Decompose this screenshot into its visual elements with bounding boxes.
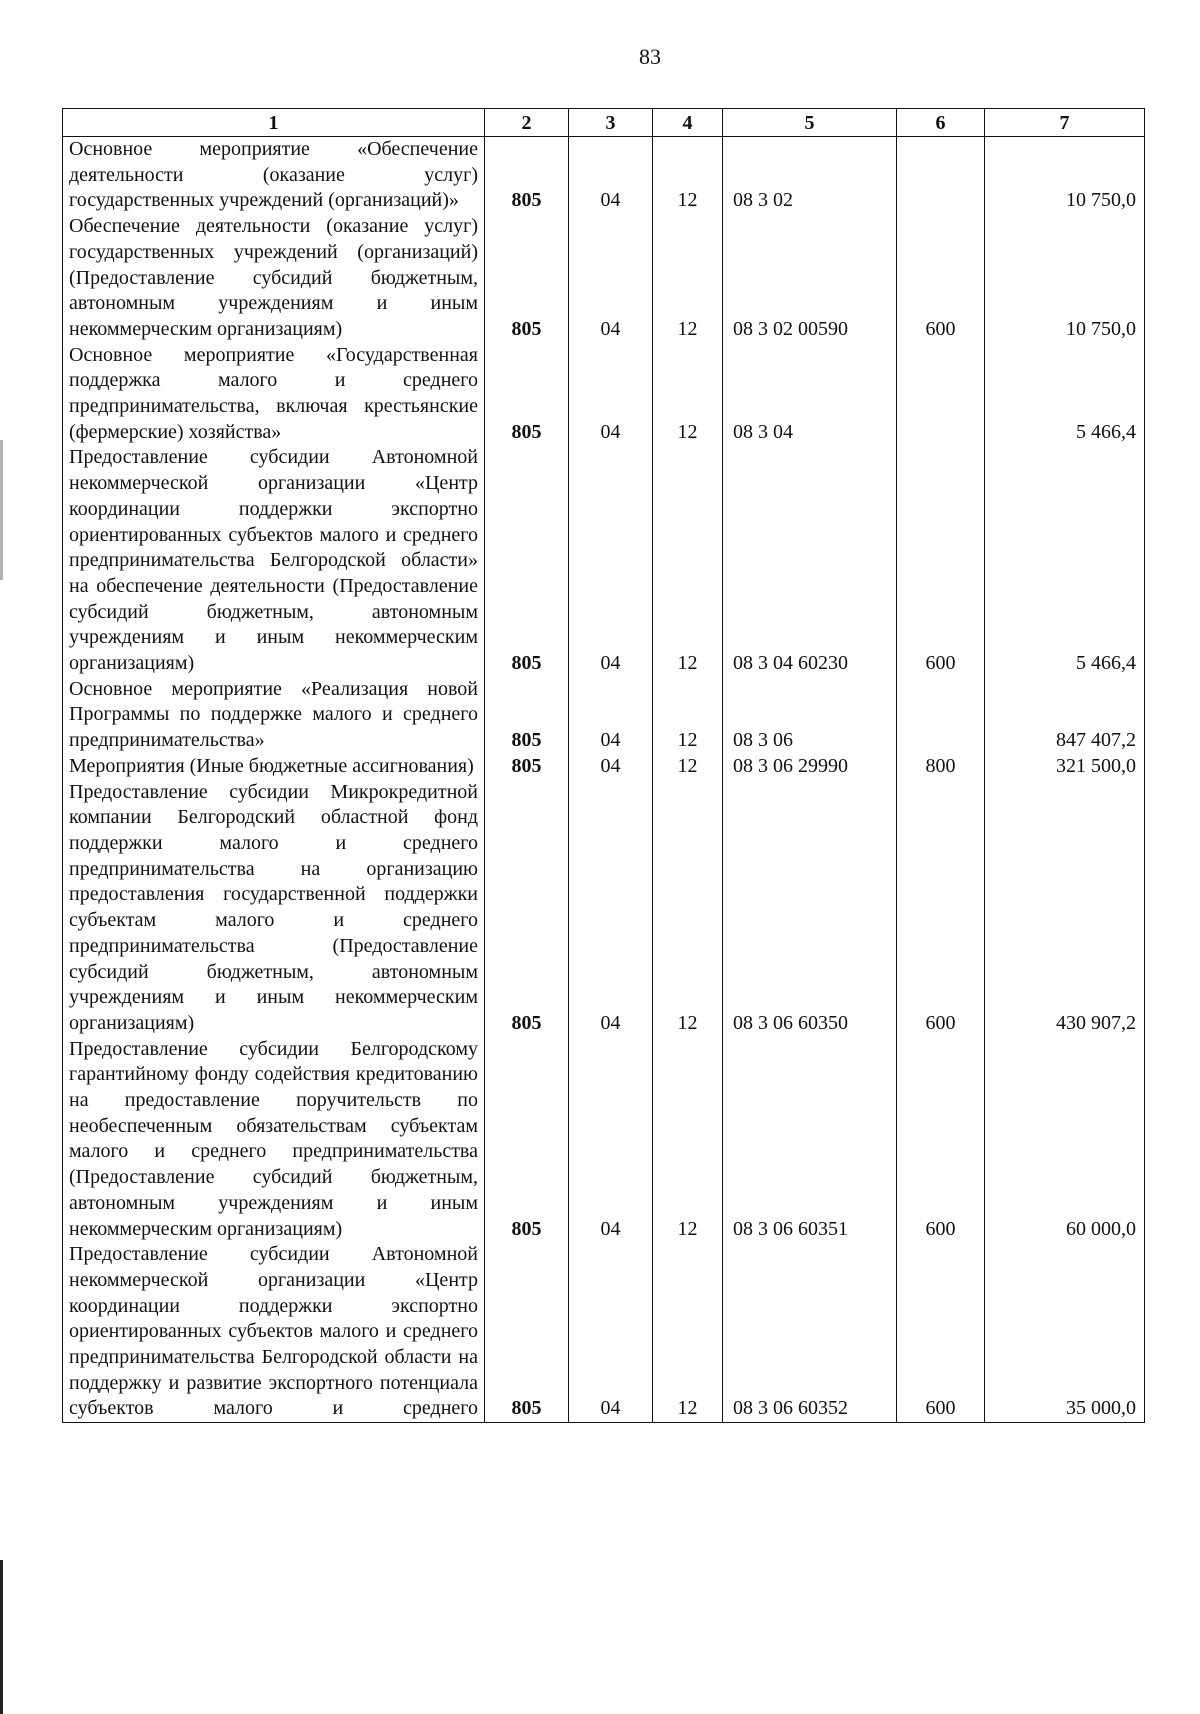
row-col-4: 12 — [653, 137, 723, 215]
row-col-6 — [897, 137, 985, 215]
row-col-6 — [897, 343, 985, 446]
row-col-3: 04 — [569, 1037, 653, 1243]
row-col-2: 805 — [485, 343, 569, 446]
row-col-7: 35 000,0 — [985, 1242, 1145, 1422]
row-col-4: 12 — [653, 214, 723, 343]
row-description: Основное мероприятие «Реализация новой Программы по поддержке малого и среднего предпринимательства» — [63, 677, 485, 754]
row-description: Предоставление субсидии Белгородскому гарантийному фонду содействия кредитованию на предоставление поручительств по необеспеченным обязательствам субъектам малого и среднего предпринимательства (Предоставление субсидий бюджетным, автономным учреждениям и иным некоммерческим организациям) — [63, 1037, 485, 1243]
row-col-7: 10 750,0 — [985, 137, 1145, 215]
table-body — [63, 137, 1145, 1423]
row-col-6: 600 — [897, 780, 985, 1037]
table-header — [63, 109, 1145, 137]
header-row — [63, 109, 1145, 137]
header-col-6: 6 — [897, 109, 985, 137]
row-col-3: 04 — [569, 754, 653, 780]
table-row — [63, 137, 1145, 215]
row-col-6: 800 — [897, 754, 985, 780]
row-col-7: 5 466,4 — [985, 445, 1145, 676]
table-row — [63, 780, 1145, 1037]
row-col-2: 805 — [485, 677, 569, 754]
row-col-7: 60 000,0 — [985, 1037, 1145, 1243]
table-row — [63, 445, 1145, 676]
row-col-2: 805 — [485, 137, 569, 215]
row-col-7: 10 750,0 — [985, 214, 1145, 343]
row-col-3: 04 — [569, 343, 653, 446]
row-col-4: 12 — [653, 1242, 723, 1422]
row-col-5: 08 3 06 60350 — [723, 780, 897, 1037]
row-col-6: 600 — [897, 445, 985, 676]
budget-table — [62, 108, 1145, 1423]
row-col-6 — [897, 677, 985, 754]
row-col-7: 847 407,2 — [985, 677, 1145, 754]
row-description: Предоставление субсидии Автономной некоммерческой организации «Центр координации поддержки экспортно ориентированных субъектов малого и среднего предпринимательства Белгородской области на поддержку и развитие экспортного потенциала субъектов малого и среднего — [63, 1242, 485, 1422]
header-col-7: 7 — [985, 109, 1145, 137]
table-row — [63, 754, 1145, 780]
row-col-2: 805 — [485, 214, 569, 343]
row-col-2: 805 — [485, 754, 569, 780]
row-col-3: 04 — [569, 677, 653, 754]
table-row — [63, 343, 1145, 446]
scan-edge-mark — [0, 1560, 3, 1714]
row-col-6: 600 — [897, 214, 985, 343]
row-col-7: 430 907,2 — [985, 780, 1145, 1037]
header-col-3: 3 — [569, 109, 653, 137]
header-col-1: 1 — [63, 109, 485, 137]
row-col-7: 321 500,0 — [985, 754, 1145, 780]
scan-edge-mark — [0, 440, 3, 580]
row-col-5: 08 3 04 — [723, 343, 897, 446]
row-col-4: 12 — [653, 677, 723, 754]
row-col-4: 12 — [653, 445, 723, 676]
table-row — [63, 214, 1145, 343]
row-col-5: 08 3 06 60352 — [723, 1242, 897, 1422]
row-col-5: 08 3 06 — [723, 677, 897, 754]
row-col-2: 805 — [485, 1037, 569, 1243]
row-description: Обеспечение деятельности (оказание услуг) государственных учреждений (организаций) (Предоставление субсидий бюджетным, автономным учреждениям и иным некоммерческим организациям) — [63, 214, 485, 343]
table-row — [63, 1242, 1145, 1422]
row-col-6: 600 — [897, 1037, 985, 1243]
row-col-2: 805 — [485, 445, 569, 676]
row-col-3: 04 — [569, 445, 653, 676]
row-col-2: 805 — [485, 780, 569, 1037]
row-col-7: 5 466,4 — [985, 343, 1145, 446]
row-col-2: 805 — [485, 1242, 569, 1422]
row-description: Мероприятия (Иные бюджетные ассигнования) — [63, 754, 485, 780]
row-col-3: 04 — [569, 1242, 653, 1422]
row-col-3: 04 — [569, 137, 653, 215]
row-col-4: 12 — [653, 1037, 723, 1243]
table-row — [63, 677, 1145, 754]
row-description: Основное мероприятие «Обеспечение деятельности (оказание услуг) государственных учреждений (организаций)» — [63, 137, 485, 215]
row-description: Предоставление субсидии Автономной некоммерческой организации «Центр координации поддержки экспортно ориентированных субъектов малого и среднего предпринимательства Белгородской области» на обеспечение деятельности (Предоставление субсидий бюджетным, автономным учреждениям и иным некоммерческим организациям) — [63, 445, 485, 676]
row-col-5: 08 3 06 29990 — [723, 754, 897, 780]
row-description: Основное мероприятие «Государственная поддержка малого и среднего предпринимательства, включая крестьянские (фермерские) хозяйства» — [63, 343, 485, 446]
row-col-3: 04 — [569, 214, 653, 343]
row-col-5: 08 3 06 60351 — [723, 1037, 897, 1243]
row-col-4: 12 — [653, 343, 723, 446]
header-col-2: 2 — [485, 109, 569, 137]
row-col-3: 04 — [569, 780, 653, 1037]
row-col-5: 08 3 04 60230 — [723, 445, 897, 676]
header-col-4: 4 — [653, 109, 723, 137]
row-col-6: 600 — [897, 1242, 985, 1422]
row-col-4: 12 — [653, 754, 723, 780]
header-col-5: 5 — [723, 109, 897, 137]
row-col-5: 08 3 02 — [723, 137, 897, 215]
row-col-5: 08 3 02 00590 — [723, 214, 897, 343]
row-description: Предоставление субсидии Микрокредитной компании Белгородский областной фонд поддержки малого и среднего предпринимательства на организацию предоставления государственной поддержки субъектам малого и среднего предпринимательства (Предоставление субсидий бюджетным, автономным учреждениям и иным некоммерческим организациям) — [63, 780, 485, 1037]
row-col-4: 12 — [653, 780, 723, 1037]
table-row — [63, 1037, 1145, 1243]
budget-table-container — [62, 108, 1145, 1423]
page-number: 83 — [639, 44, 661, 69]
